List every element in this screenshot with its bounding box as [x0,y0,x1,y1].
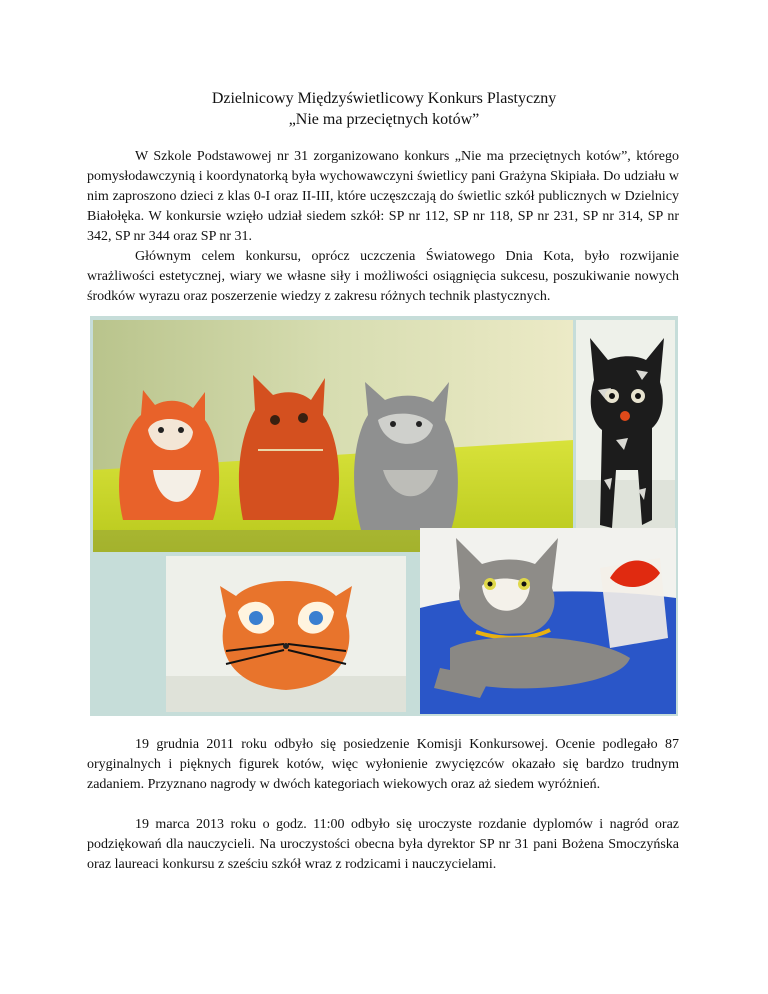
paragraph-goals: Głównym celem konkursu, oprócz uczczenia Światowego Dnia Kota, było rozwijanie wrażliwości estetycznej, wiary we własne siły i możliwości osiągnięcia sukcesu, poszukiwanie nowych środków wyrazu oraz poszerzenie wiedzy z zakresu różnych technik plastycznych. [87,249,679,304]
paragraph-ceremony: 19 marca 2013 roku o godz. 11:00 odbyło się uroczyste rozdanie dyplomów i nagród oraz podziękowań dla nauczycieli. Na uroczystości obecna była dyrektor SP nr 31 pani Bożena Smoczyńska oraz laureaci konkursu z sześciu szkół wraz z rodzicami i nauczycielami. [87,817,679,872]
paragraph-intro: W Szkole Podstawowej nr 31 zorganizowano konkurs „Nie ma przeciętnych kotów”, którego pomysłodawczynią i koordynatorką była wychowawczyni świetlicy pani Grażyna Skipiała. Do udziału w nim zaproszono dzieci z klas 0-I oraz II-III, które uczęszczają do świetlic szkół publicznych w Dzielnicy Białołęka. W konkursie wzięło udział siedem szkół: SP nr 112, SP nr 118, SP nr 231, SP nr 314, SP nr 342, SP nr 344 oraz SP nr 31. [87,149,679,244]
title-line-2: „Nie ma przeciętnych kotów” [288,111,480,128]
black-mosaic-cat-photo [576,320,675,558]
photo-collage [90,316,678,716]
document-title [0,88,768,130]
paragraph-commission: 19 grudnia 2011 roku odbyło się posiedzenie Komisji Konkursowej. Ocenie podlegało 87 oryginalnych i pięknych figurek kotów, więc wyłonienie zwycięzców okazało się bardzo trudnym zadaniem. Przyznano nagrody w dwóch kategoriach wiekowych oraz aż siedem wyróżnień. [87,737,679,792]
cat-figurines-group-photo [93,320,573,552]
orange-owl-cat-photo [166,556,406,712]
grey-lying-cat-photo [420,528,676,714]
title-line-1: Dzielnicowy Międzyświetlicowy Konkurs Plastyczny [211,90,557,107]
